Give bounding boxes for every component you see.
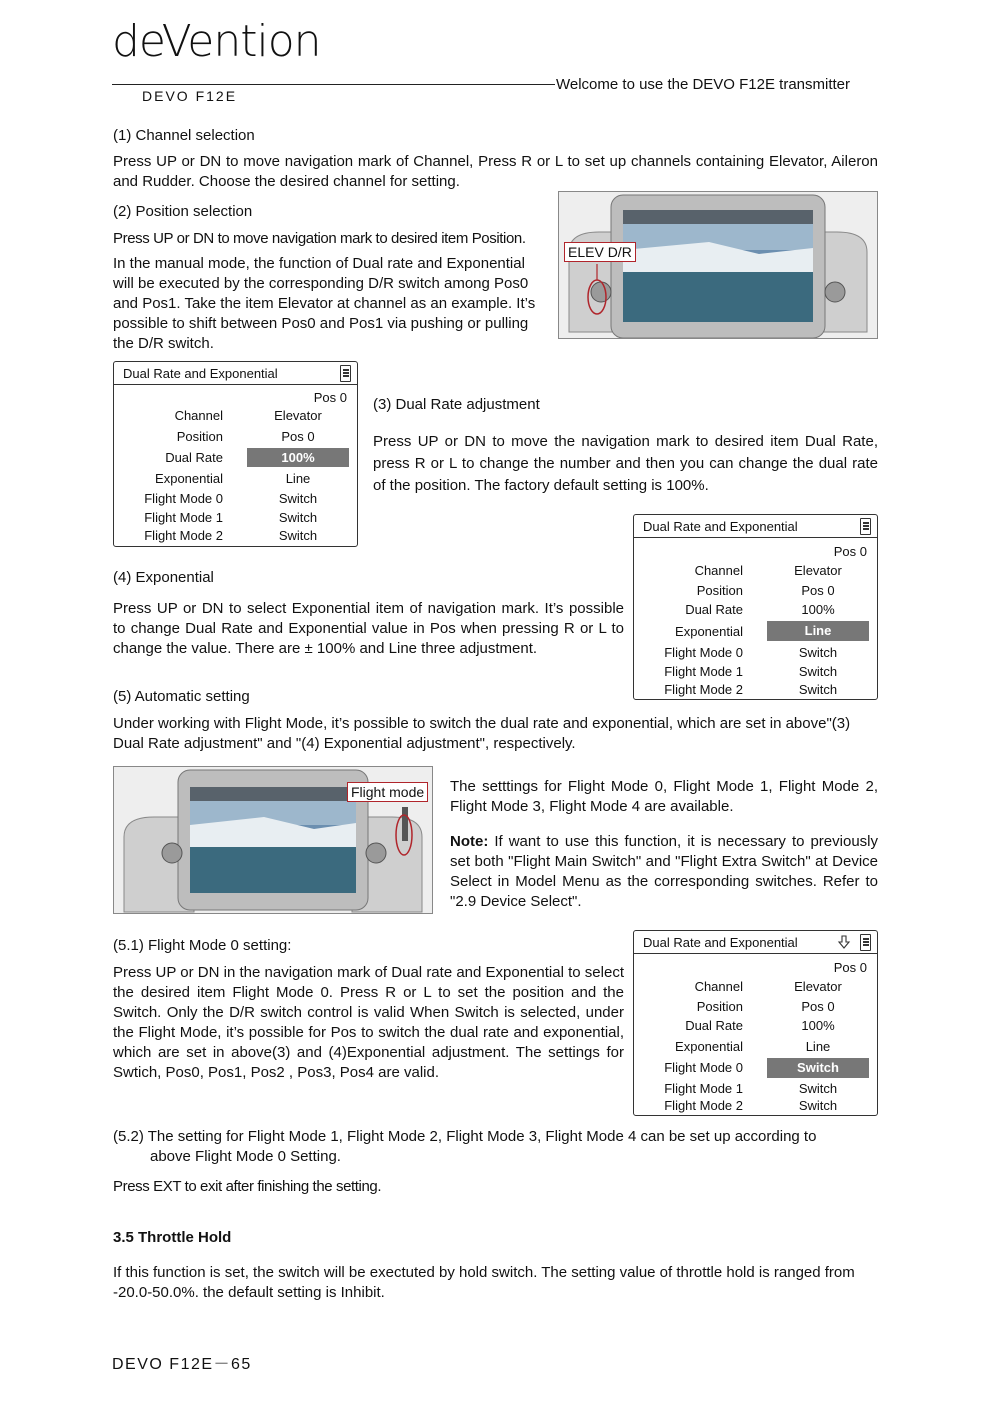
note-label: Note: — [450, 833, 489, 850]
lcd-position-label: Pos 0 — [833, 960, 867, 975]
transmitter-illustration — [559, 192, 877, 338]
row-value: Switch — [798, 645, 838, 660]
row-label: Flight Mode 1 — [664, 664, 743, 679]
row-value: Switch — [278, 528, 318, 543]
row-value: Elevator — [794, 563, 842, 578]
lcd-title: Dual Rate and Exponential — [643, 519, 798, 534]
row-label: Exponential — [155, 471, 223, 486]
transmitter-photo — [558, 191, 878, 339]
row-label: Flight Mode 2 — [144, 528, 223, 543]
lcd-row — [634, 624, 877, 643]
paragraph: Press UP or DN to move navigation mark of Channel, Press R or L to set up channels containing Elevator, Aileron and Rudder. Choose the desired channel for setting. — [113, 153, 878, 190]
note-body: If want to use this function, it is necessary to previously set both "Flight Main Switch" and "Flight Extra Switch" at Device Select in Model Menu as the corresponding switches. Refer to "2.9 Device Select". — [450, 833, 878, 910]
row-label: Position — [696, 583, 743, 598]
section-title: (5) Automatic setting — [113, 688, 250, 705]
section-title: (4) Exponential — [113, 569, 214, 586]
row-value: Pos 0 — [281, 429, 315, 444]
row-label: Exponential — [675, 624, 743, 639]
lcd-position-label: Pos 0 — [313, 390, 347, 405]
paragraph: Press EXT to exit after finishing the setting. — [113, 1178, 382, 1195]
lcd-row — [634, 1018, 877, 1037]
lcd-row — [114, 510, 357, 529]
lcd-title-bar — [114, 362, 357, 385]
paragraph: above Flight Mode 0 Setting. — [150, 1148, 341, 1165]
row-value: 100% — [801, 602, 835, 617]
row-label: Channel — [694, 979, 743, 994]
row-value-selected: Line — [767, 621, 869, 641]
row-value: Elevator — [794, 979, 842, 994]
lcd-row — [114, 450, 357, 469]
row-value: 100% — [801, 1018, 835, 1033]
lcd-title: Dual Rate and Exponential — [643, 935, 798, 950]
row-value: Elevator — [274, 408, 322, 423]
lcd-row — [634, 999, 877, 1018]
row-label: Flight Mode 1 — [144, 510, 223, 525]
transmitter-photo — [113, 766, 433, 914]
section-title: (3) Dual Rate adjustment — [373, 396, 540, 413]
lcd-row — [114, 408, 357, 427]
row-label: Flight Mode 0 — [664, 645, 743, 660]
battery-icon — [860, 934, 871, 951]
lcd-row — [634, 1039, 877, 1058]
lcd-screen-exponential — [633, 514, 878, 700]
row-value: Switch — [798, 1098, 838, 1113]
lcd-row — [634, 1060, 877, 1079]
lcd-screen-dual-rate — [113, 361, 358, 547]
row-label: Dual Rate — [685, 602, 743, 617]
lcd-position-label: Pos 0 — [833, 544, 867, 559]
brand-logo: deVention — [112, 16, 321, 67]
lcd-row — [634, 664, 877, 683]
elev-dr-callout: ELEV D/R — [564, 242, 636, 262]
section-heading: 3.5 Throttle Hold — [113, 1229, 232, 1246]
brand-model: DEVO F12E — [142, 88, 238, 104]
section-title: (5.1) Flight Mode 0 setting: — [113, 937, 292, 954]
note-paragraph — [450, 832, 878, 912]
paragraph: Press UP or DN to move navigation mark to desired item Position. — [113, 230, 526, 247]
lcd-screen-flight-mode — [633, 930, 878, 1116]
row-value: Switch — [798, 664, 838, 679]
battery-icon — [340, 365, 351, 382]
row-value: Pos 0 — [801, 999, 835, 1014]
lcd-row — [634, 602, 877, 621]
row-value: Switch — [278, 510, 318, 525]
row-label: Flight Mode 2 — [664, 1098, 743, 1113]
paragraph: Under working with Flight Mode, it’s possible to switch the dual rate and exponential, which are set in above"(3) Dual Rate adjustment" and "(4) Exponential adjustment", respectively. — [113, 715, 851, 752]
paragraph: In the manual mode, the function of Dual rate and Exponential will be executed by the corresponding D/R switch among Pos0 and Pos1. Take the item Elevator at channel as an example. It’s possible to shift between Pos0 and Pos1 via pushing or pulling the D/R switch. — [113, 255, 536, 352]
lcd-row — [634, 1098, 877, 1117]
row-value: Switch — [278, 491, 318, 506]
row-label: Dual Rate — [165, 450, 223, 465]
header-tagline: Welcome to use the DEVO F12E transmitter — [556, 76, 851, 93]
section-title: (1) Channel selection — [113, 127, 255, 144]
row-label: Position — [176, 429, 223, 444]
page-footer: DEVO F12E－65 — [112, 1356, 252, 1373]
row-label: Channel — [174, 408, 223, 423]
battery-icon — [860, 518, 871, 535]
row-label: Position — [696, 999, 743, 1014]
paragraph: Press UP or DN to move the navigation mark to desired item Dual Rate, press R or L to change the number and then you can change the dual rate of the position. The factory default setting is 100%. — [373, 433, 878, 494]
row-label: Flight Mode 2 — [664, 682, 743, 697]
lcd-row — [634, 583, 877, 602]
lcd-title: Dual Rate and Exponential — [123, 366, 278, 381]
row-value: Pos 0 — [801, 583, 835, 598]
row-value: Switch — [798, 682, 838, 697]
row-value-selected: Switch — [767, 1058, 869, 1078]
paragraph: The setttings for Flight Mode 0, Flight Mode 1, Flight Mode 2, Flight Mode 3, Flight Mode 4 are available. — [450, 778, 878, 815]
paragraph: Press UP or DN to select Exponential item of navigation mark. It’s possible to change Dual Rate and Exponential value in Pos when pressing R or L to change the value. There are ± 100% and Line three adjustment. — [113, 600, 624, 657]
lcd-row — [114, 528, 357, 547]
flight-mode-callout: Flight mode — [347, 782, 428, 802]
row-label: Flight Mode 0 — [144, 491, 223, 506]
lcd-row — [114, 491, 357, 510]
section-title: (2) Position selection — [113, 203, 253, 220]
lcd-row — [634, 563, 877, 582]
row-label: Channel — [694, 563, 743, 578]
paragraph: (5.2) The setting for Flight Mode 1, Flight Mode 2, Flight Mode 3, Flight Mode 4 can be set up according to — [113, 1128, 817, 1145]
paragraph: Press UP or DN in the navigation mark of Dual rate and Exponential to select the desired item Flight Mode 0. Press R or L to set the position and the Switch. Only the D/R switch control is valid When Switch is selected, under the Flight Mode, it’s possible for Pos to switch the dual rate and exponential, which are set in above(3) and (4)Exponential adjustment. The settings for Swtich, Pos0, Pos1, Pos2 , Pos3, Pos4 are valid. — [113, 964, 624, 1081]
down-arrow-icon — [837, 935, 851, 949]
lcd-row — [634, 979, 877, 998]
row-value: Line — [285, 471, 311, 486]
row-value: Switch — [798, 1081, 838, 1096]
row-value: Line — [805, 1039, 831, 1054]
lcd-row — [114, 471, 357, 490]
lcd-row — [114, 429, 357, 448]
lcd-row — [634, 645, 877, 664]
paragraph: If this function is set, the switch will be exectuted by hold switch. The setting value of throttle hold is ranged from -20.0-50.0%. the default setting is Inhibit. — [113, 1264, 855, 1301]
row-label: Flight Mode 1 — [664, 1081, 743, 1096]
row-label: Exponential — [675, 1039, 743, 1054]
row-label: Dual Rate — [685, 1018, 743, 1033]
row-label: Flight Mode 0 — [664, 1060, 743, 1075]
lcd-title-bar — [634, 515, 877, 538]
header-rule — [112, 84, 555, 85]
row-value-selected: 100% — [247, 448, 349, 467]
lcd-row — [634, 682, 877, 701]
